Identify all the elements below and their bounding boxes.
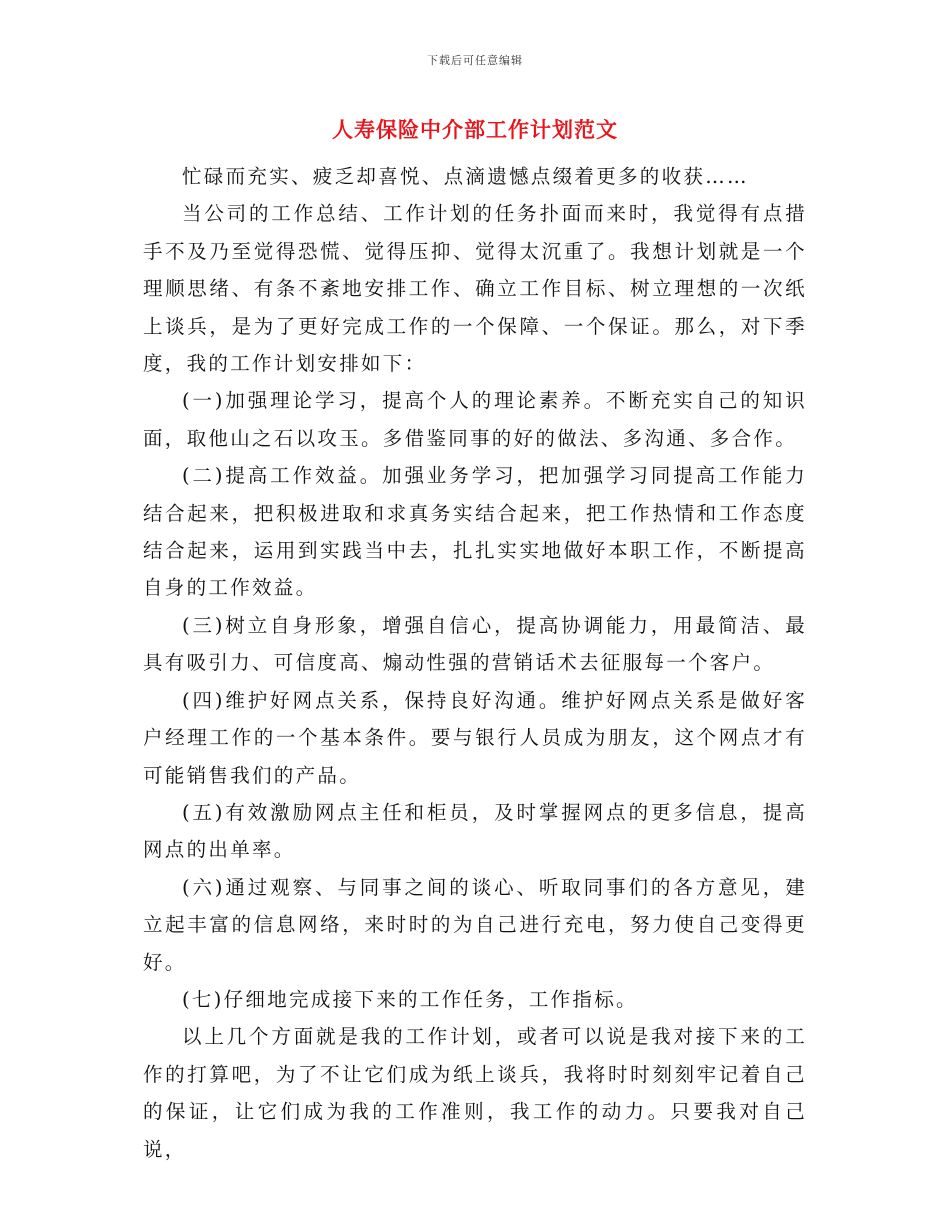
paragraph-item-4: (四)维护好网点关系，保持良好沟通。维护好网点关系是做好客户经理工作的一个基本条件。要与银行人员成为朋友，这个网点才有可能销售我们的产品。: [143, 688, 807, 787]
paragraph-item-5: (五)有效激励网点主任和柜员，及时掌握网点的更多信息，提高网点的出单率。: [143, 800, 807, 862]
paragraph-item-7: (七)仔细地完成接下来的工作任务，工作指标。: [182, 987, 638, 1011]
paragraph-item-2: (二)提高工作效益。加强业务学习，把加强学习同提高工作能力结合起来，把积极进取和求真务实结合起来，把工作热情和工作态度结合起来，运用到实践当中去，扎扎实实地做好本职工作，不断提高自身的工作效益。: [143, 464, 807, 600]
document-body: [143, 158, 807, 1168]
paragraph-background: 当公司的工作总结、工作计划的任务扑面而来时，我觉得有点措手不及乃至觉得恐慌、觉得压抑、觉得太沉重了。我想计划就是一个理顺思绪、有条不紊地安排工作、确立工作目标、树立理想的一次纸上谈兵，是为了更好完成工作的一个保障、一个保证。那么，对下季度，我的工作计划安排如下：: [143, 202, 807, 376]
paragraph-conclusion: 以上几个方面就是我的工作计划，或者可以说是我对接下来的工作的打算吧，为了不让它们成为纸上谈兵，我将时时刻刻牢记着自己的保证，让它们成为我的工作准则，我工作的动力。只要我对自己说，: [143, 1025, 807, 1161]
paragraph-item-1: (一)加强理论学习，提高个人的理论素养。不断充实自己的知识面，取他山之石以攻玉。多借鉴同事的好的做法、多沟通、多合作。: [143, 389, 807, 450]
page-header-note: 下载后可任意编辑: [427, 54, 523, 67]
document-title: 人寿保险中介部工作计划范文: [332, 117, 618, 142]
paragraph-intro: 忙碌而充实、疲乏却喜悦、点滴遗憾点缀着更多的收获……: [182, 165, 749, 188]
paragraph-item-3: (三)树立自身形象，增强自信心，提高协调能力，用最简洁、最具有吸引力、可信度高、煽动性强的营销话术去征服每一个客户。: [143, 613, 807, 675]
paragraph-item-6: (六)通过观察、与同事之间的谈心、听取同事们的各方意见，建立起丰富的信息网络，来时时的为自己进行充电，努力使自己变得更好。: [143, 875, 807, 974]
